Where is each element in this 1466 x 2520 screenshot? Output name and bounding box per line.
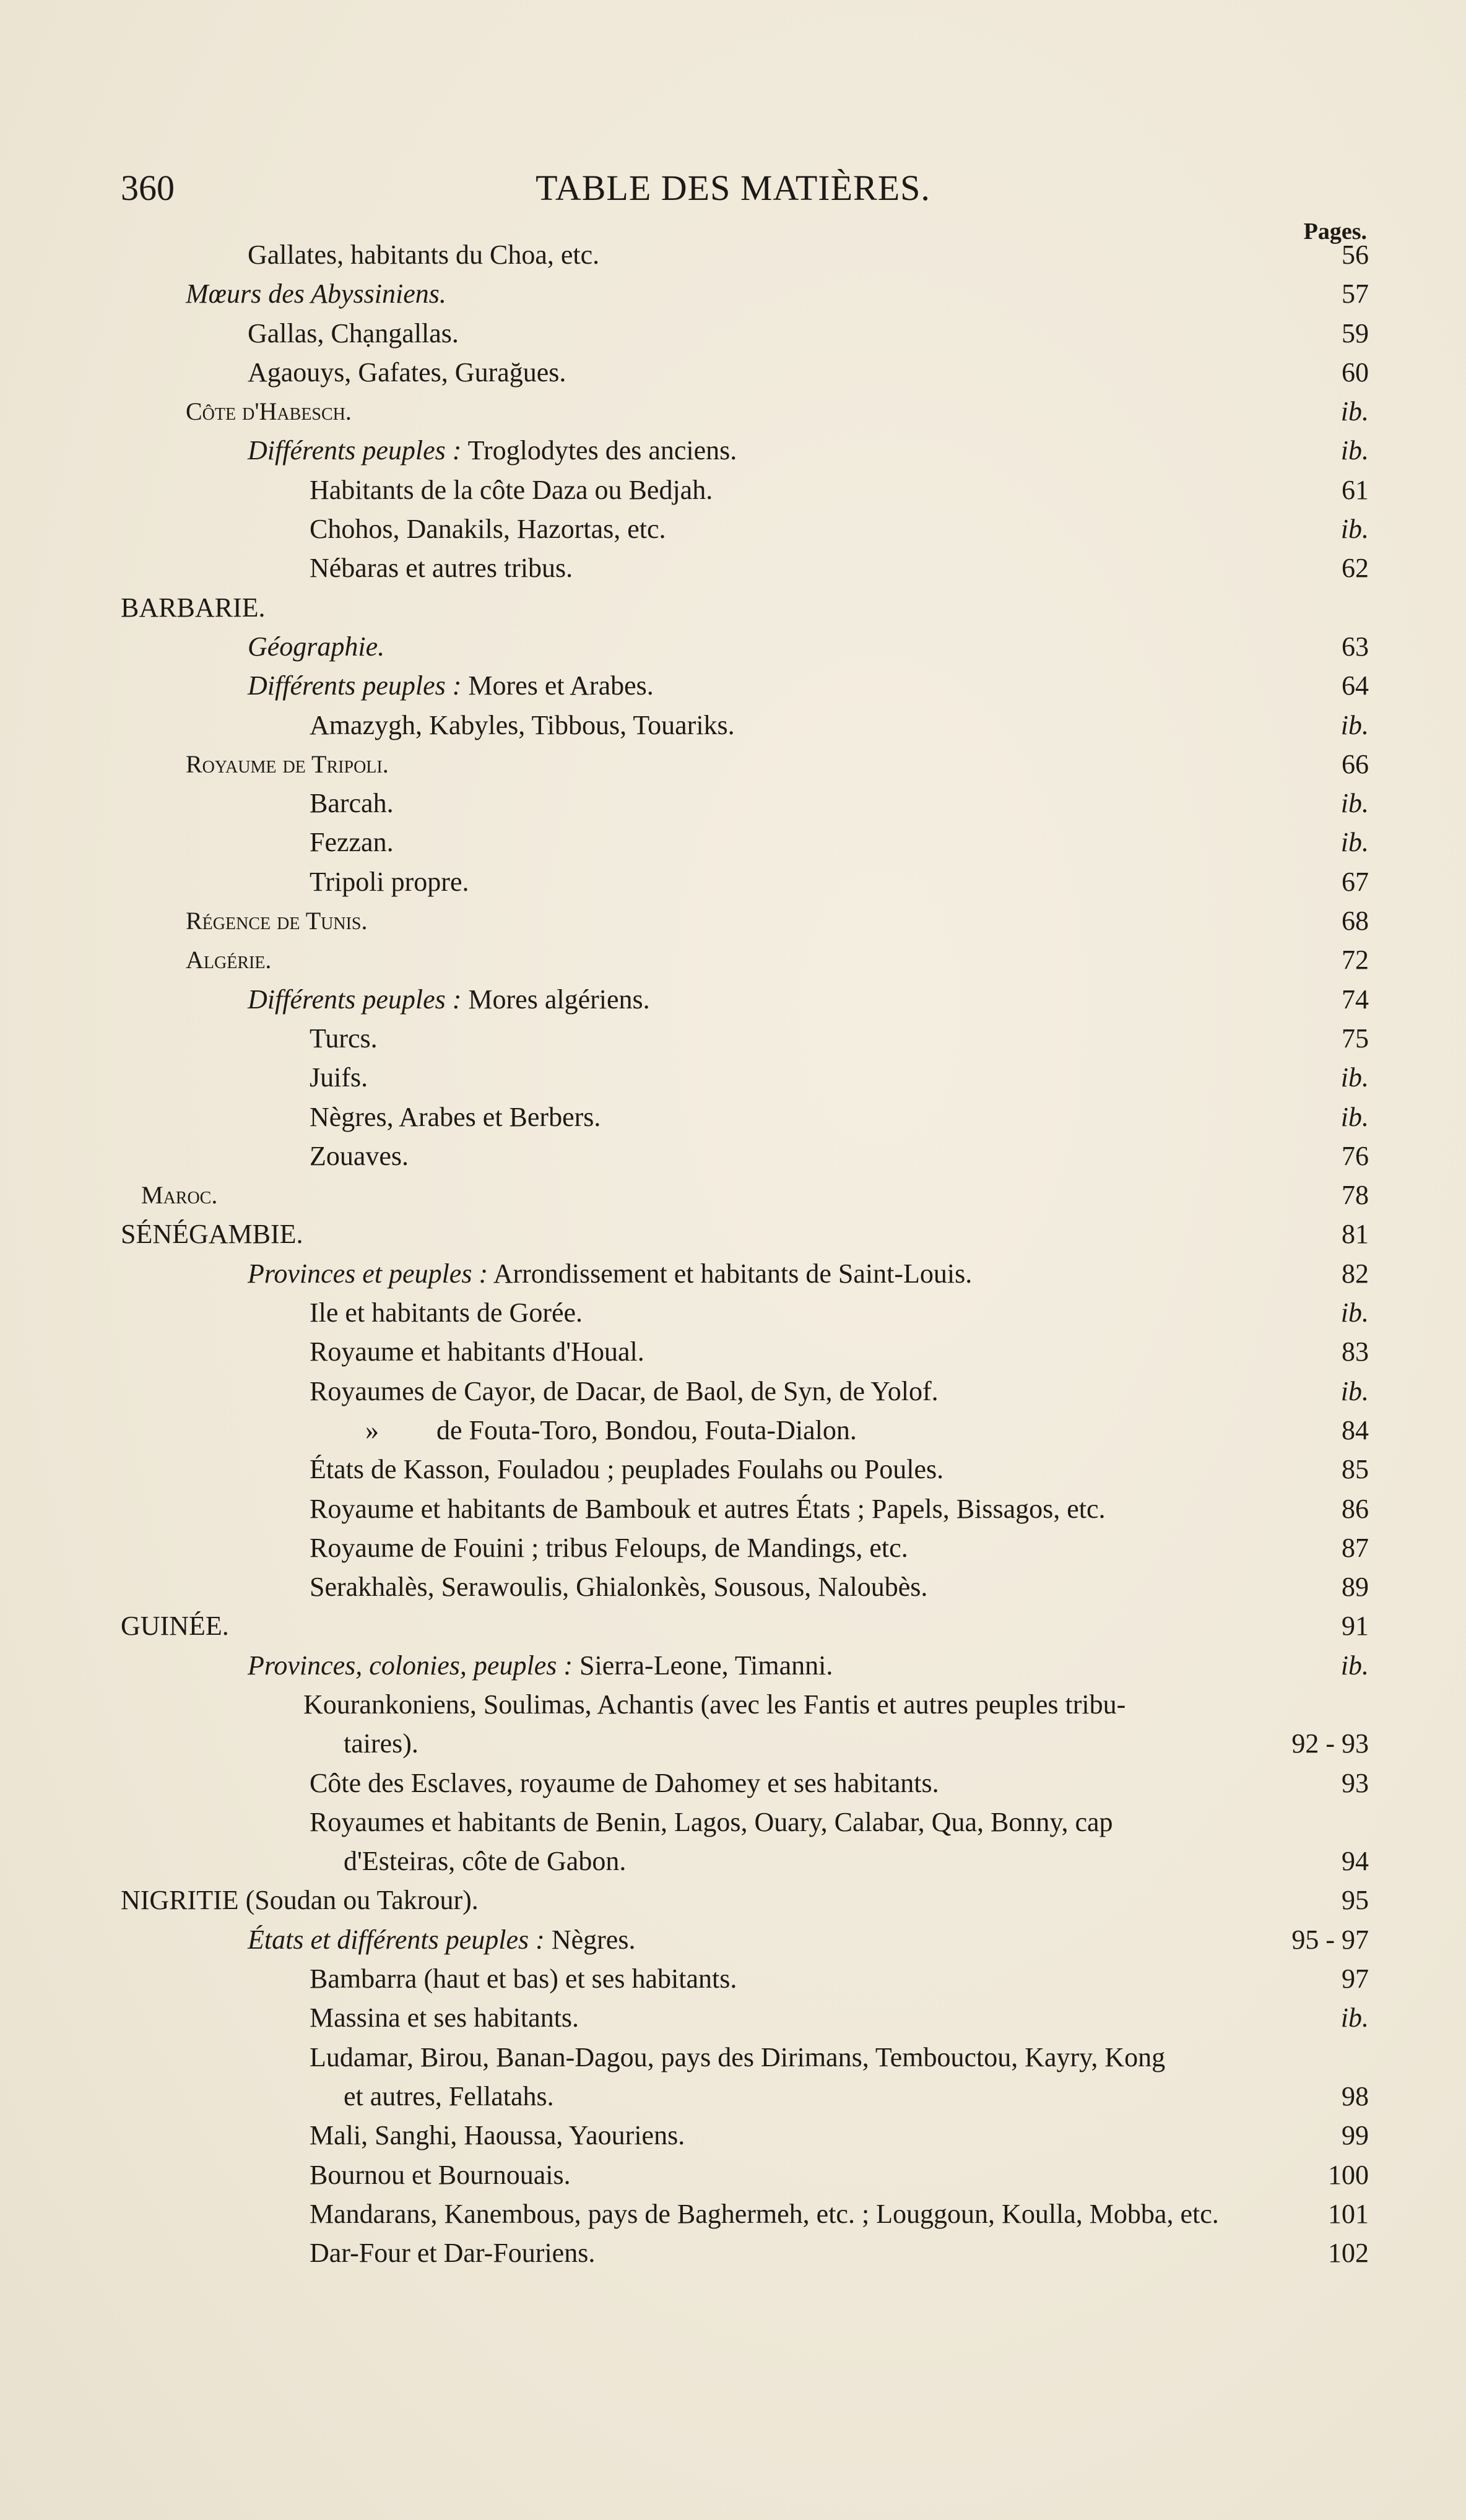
toc-entry: et autres, Fellatahs. 98 [0, 2077, 1466, 2116]
toc-entry: » de Fouta-Toro, Bondou, Fouta-Dialon. 84 [0, 1411, 1466, 1450]
page-ref: ib. [1340, 788, 1369, 819]
page-ref: ib. [1340, 396, 1369, 427]
page-ref: 82 [1342, 1258, 1369, 1289]
toc-chapter: GUINÉE. 91 [0, 1606, 1466, 1645]
toc-entry: Royaume de Fouini ; tribus Feloups, de Mandings, etc. 87 [0, 1528, 1466, 1567]
page-ref: 59 [1342, 318, 1369, 349]
toc-entry: Géographie. 63 [0, 627, 1466, 666]
page-ref: ib. [1340, 514, 1369, 545]
toc-entry: Agaouys, Gafates, Gurağues. 60 [0, 353, 1466, 392]
toc-entry: États de Kasson, Fouladou ; peuplades Foulahs ou Poules. 85 [0, 1450, 1466, 1489]
page-ref: 85 [1342, 1454, 1369, 1485]
table-of-contents [0, 235, 1466, 2272]
page-ref: 57 [1342, 279, 1369, 310]
toc-entry: Royaume et habitants d'Houal. 83 [0, 1332, 1466, 1371]
toc-entry: Royaumes et habitants de Benin, Lagos, Ouary, Calabar, Qua, Bonny, cap [310, 1806, 1113, 1837]
page-ref: 56 [1342, 240, 1369, 270]
toc-entry: Nègres, Arabes et Berbers. ib. [0, 1098, 1466, 1137]
page-ref: ib. [1340, 1062, 1369, 1093]
toc-entry: Kourankoniens, Soulimas, Achantis (avec les Fantis et autres peuples tribu- [303, 1689, 1126, 1720]
toc-entry: Tripoli propre. 67 [0, 862, 1466, 901]
page-ref: 93 [1342, 1767, 1369, 1798]
page-ref: 61 [1342, 474, 1369, 505]
toc-entry: États et différents peuples : Nègres. 95 - 97 [0, 1920, 1466, 1959]
page-ref: 92 - 93 [1291, 1728, 1369, 1759]
toc-entry: Turcs. 75 [0, 1019, 1466, 1058]
toc-entry: Différents peuples : Mores algériens. 74 [0, 980, 1466, 1019]
page-ref: 89 [1342, 1572, 1369, 1603]
toc-entry: Royaumes de Cayor, de Dacar, de Baol, de Syn, de Yolof. ib. [0, 1372, 1466, 1411]
ditto-mark: » [365, 1414, 379, 1445]
page-ref: 67 [1342, 866, 1369, 897]
toc-entry: taires). 92 - 93 [0, 1724, 1466, 1763]
toc-entry: Habitants de la côte Daza ou Bedjah. 61 [0, 470, 1466, 509]
page-ref: ib. [1340, 1650, 1369, 1681]
page-ref: 72 [1342, 945, 1369, 976]
toc-entry: Barcah. ib. [0, 784, 1466, 823]
toc-entry: Serakhalès, Serawoulis, Ghialonkès, Sousous, Naloubès. 89 [0, 1567, 1466, 1606]
toc-entry: Mœurs des Abyssiniens. 57 [0, 274, 1466, 313]
page-ref: ib. [1340, 1297, 1369, 1328]
page-ref: 68 [1342, 906, 1369, 937]
toc-entry: Mandarans, Kanembous, pays de Baghermeh, etc. ; Louggoun, Koulla, Mobba, etc. 101 [0, 2194, 1466, 2233]
toc-entry: Provinces et peuples : Arrondissement et habitants de Saint-Louis. 82 [0, 1254, 1466, 1293]
toc-section: Royaume de Tripoli. 66 [0, 745, 1466, 784]
toc-chapter: NIGRITIE (Soudan ou Takrour). 95 [0, 1881, 1466, 1920]
toc-chapter: BARBARIE. [121, 592, 266, 623]
toc-entry: Dar-Four et Dar-Fouriens. 102 [0, 2233, 1466, 2272]
page-ref: 97 [1342, 1964, 1369, 1994]
page-ref: 81 [1342, 1219, 1369, 1250]
page-ref: 86 [1342, 1493, 1369, 1524]
toc-section: Algérie. 72 [0, 940, 1466, 979]
toc-entry: Gallas, Chạngallas. 59 [0, 314, 1466, 353]
page-ref: ib. [1340, 1375, 1369, 1406]
page-ref: 60 [1342, 357, 1369, 388]
page-ref: ib. [1340, 1101, 1369, 1132]
toc-section: Maroc. 78 [0, 1176, 1466, 1215]
toc-entry: Juifs. ib. [0, 1058, 1466, 1097]
page-ref: 98 [1342, 2081, 1369, 2111]
toc-entry: Massina et ses habitants. ib. [0, 1998, 1466, 2037]
page-ref: 76 [1342, 1140, 1369, 1171]
page-ref: ib. [1340, 2003, 1369, 2033]
toc-entry: Mali, Sanghi, Haoussa, Yaouriens. 99 [0, 2116, 1466, 2155]
page-ref: 101 [1328, 2198, 1369, 2229]
running-title: TABLE DES MATIÈRES. [536, 168, 930, 208]
toc-entry: Royaume et habitants de Bambouk et autres États ; Papels, Bissagos, etc. 86 [0, 1489, 1466, 1528]
page-ref: ib. [1340, 827, 1369, 858]
page-ref: 100 [1328, 2159, 1369, 2190]
page-number: 360 [121, 168, 175, 208]
page-ref: 95 - 97 [1291, 1924, 1369, 1955]
toc-entry: Bambarra (haut et bas) et ses habitants. 97 [0, 1959, 1466, 1998]
page-ref: 74 [1342, 984, 1369, 1015]
toc-entry: Bournou et Bournouais. 100 [0, 2155, 1466, 2194]
toc-entry: Chohos, Danakils, Hazortas, etc. ib. [0, 509, 1466, 548]
page-ref: 63 [1342, 631, 1369, 662]
pages-column-label: Pages. [1303, 219, 1367, 245]
page-ref: ib. [1340, 435, 1369, 466]
page-ref: 84 [1342, 1414, 1369, 1445]
toc-section: Régence de Tunis. 68 [0, 901, 1466, 940]
toc-entry: Amazygh, Kabyles, Tibbous, Touariks. ib. [0, 706, 1466, 745]
toc-section: Côte d'Habesch. ib. [0, 392, 1466, 431]
page-ref: 87 [1342, 1532, 1369, 1563]
toc-entry: Fezzan. ib. [0, 823, 1466, 862]
toc-entry: Différents peuples : Mores et Arabes. 64 [0, 666, 1466, 705]
toc-entry: Nébaras et autres tribus. 62 [0, 548, 1466, 587]
toc-entry: d'Esteiras, côte de Gabon. 94 [0, 1842, 1466, 1881]
page-ref: 75 [1342, 1023, 1369, 1054]
page-ref: 99 [1342, 2120, 1369, 2151]
page-ref: 83 [1342, 1336, 1369, 1367]
toc-entry: Ile et habitants de Gorée. ib. [0, 1293, 1466, 1332]
page-ref: 95 [1342, 1885, 1369, 1916]
page-ref: 91 [1342, 1611, 1369, 1642]
toc-chapter: SÉNÉGAMBIE. 81 [0, 1215, 1466, 1254]
page-ref: ib. [1340, 709, 1369, 740]
toc-entry: Provinces, colonies, peuples : Sierra-Leone, Timanni. ib. [0, 1646, 1466, 1685]
toc-entry: Différents peuples : Troglodytes des anciens. ib. [0, 431, 1466, 470]
toc-entry: Zouaves. 76 [0, 1137, 1466, 1176]
page-ref: 94 [1342, 1846, 1369, 1877]
page-ref: 62 [1342, 553, 1369, 584]
toc-entry: Côte des Esclaves, royaume de Dahomey et ses habitants. 93 [0, 1764, 1466, 1803]
page-ref: 78 [1342, 1180, 1369, 1211]
page-header [0, 167, 1466, 217]
page-ref: 66 [1342, 748, 1369, 779]
page-ref: 64 [1342, 670, 1369, 701]
toc-entry: Ludamar, Birou, Banan-Dagou, pays des Dirimans, Tembouctou, Kayry, Kong [310, 2042, 1166, 2072]
toc-entry: Gallates, habitants du Choa, etc. 56 [0, 235, 1466, 274]
page-ref: 102 [1328, 2238, 1369, 2269]
